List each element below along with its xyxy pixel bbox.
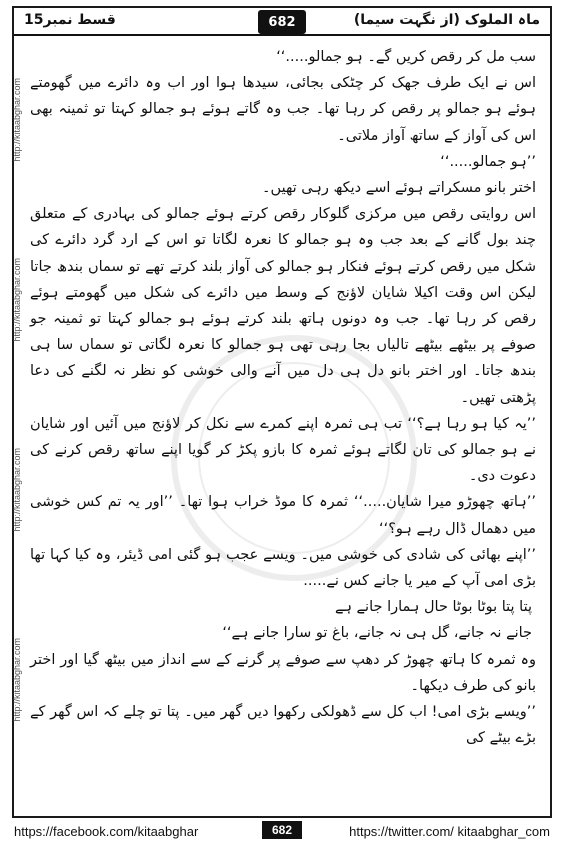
header-divider xyxy=(14,34,550,36)
paragraph-7: ’’ہاتھ چھوڑو میرا شایان.....‘‘ ثمرہ کا موڈ خراب ہوا تھا۔ ’’اور یہ تم کس خوشی میں دھمال ڈال رہے ہو؟‘‘ xyxy=(30,494,536,537)
author-name: (از نگہت سیما) xyxy=(353,12,460,28)
page-frame xyxy=(12,6,552,818)
page-footer xyxy=(0,818,564,845)
side-url-4[interactable]: http://kitaabghar.com xyxy=(12,638,22,722)
facebook-link[interactable]: https://facebook.com/kitaabghar xyxy=(14,824,199,839)
paragraph-10: ’’ویسے بڑی امی! اب کل سے ڈھولکی رکھوا دیں گھر میں۔ پتا تو چلے کہ اس گھر کے بڑے بیٹے کی xyxy=(30,704,536,747)
paragraph-9: وہ ثمرہ کا ہاتھ چھوڑ کر دھپ سے صوفے پر گرنے کے سے انداز میں بیٹھ گیا اور اختر بانو کی طرف دیکھا۔ xyxy=(30,651,536,694)
paragraph-4: اختر بانو مسکراتے ہوئے اسے دیکھ رہی تھیں۔ xyxy=(262,180,536,197)
story-body xyxy=(30,44,536,814)
paragraph-6: ’’یہ کیا ہو رہا ہے؟‘‘ تب ہی ثمرہ اپنے کمرے سے نکل کر لاؤنج میں آئیں اور شایان نے ہو جمالو کی تان لگاتے ہوئے ثمرہ کا بازو پکڑ کر گویا اپنے ساتھ رقص کرنے کی دعوت دی۔ xyxy=(30,415,536,485)
side-url-3[interactable]: http://kitaabghar.com xyxy=(12,448,22,532)
paragraph-2: اس نے ایک طرف جھک کر چٹکی بجائی، سیدھا ہوا اور اب وہ دائرے میں گھومتے ہوئے ہو جمالو پر رقص کر رہا تھا۔ جب وہ گاتے ہوئے ہو جمالو کہتا تو ثمینہ بھی اس کی آواز کے ساتھ آواز ملاتی۔ xyxy=(30,75,536,144)
verse-line-1: پتا پتا بوٹا بوٹا حال ہمارا جانے ہے xyxy=(334,599,532,616)
paragraph-8: ’’اپنے بھائی کی شادی کی خوشی میں۔ ویسے عجب ہو گئی امی ڈیئر، وہ کیا کہا تھا بڑی امی آپ کے میر یا جانے کس نے..... xyxy=(30,546,536,590)
verse-line-2: جانے نہ جانے، گل ہی نہ جانے، باغ تو سارا جانے ہے‘‘ xyxy=(222,625,532,642)
paragraph-3: ’’ہو جمالو.....‘‘ xyxy=(440,153,536,170)
page-header xyxy=(14,8,550,34)
side-url-2[interactable]: http://kitaabghar.com xyxy=(12,258,22,342)
episode-label: قسط نمبر15 xyxy=(24,12,116,28)
paragraph-1: سب مل کر رقص کریں گے۔ ہو جمالو.....‘‘ xyxy=(276,49,536,65)
side-url-1[interactable]: http://kitaabghar.com xyxy=(12,78,22,162)
paragraph-5: اس روایتی رقص میں مرکزی گلوکار رقص کرتے ہوئے جمالو کی بہادری کے متعلق چند بول گانے کے بعد جب وہ ہو جمالو کا نعرہ لگاتا تو اس کے ارد گرد دائرے کی شکل میں رقص کرتے ہوئے فنکار ہو جمالو کی آواز بلند کرتے تھے تو سماں بندھ جاتا لیکن اس وقت اکیلا شایان لاؤنج کے وسط میں دائرے کی شکل میں گھومتے ہوئے رقص کر رہا تھا۔ جب وہ دونوں ہاتھ بلند کرتے ہوئے ہو جمالو کہتا تو ثمینہ جو صوفے پر بیٹھے بیٹھے تالیاں بجا رہی تھی ہو جمالو کا نعرہ لگاتی تو سماں سا ہی بندھ جاتا۔ اور اختر بانو دل ہی دل میں آنے والی خوشی کو نظر نہ لگنے کی دعا پڑھتی تھیں۔ xyxy=(30,206,536,406)
book-title: ماہ الملوک xyxy=(464,12,540,28)
book-title-author xyxy=(354,12,540,28)
footer-page-number: 682 xyxy=(262,821,302,839)
header-page-number: 682 xyxy=(258,10,306,34)
twitter-link[interactable]: https://twitter.com/ kitaabghar_com xyxy=(349,824,550,839)
